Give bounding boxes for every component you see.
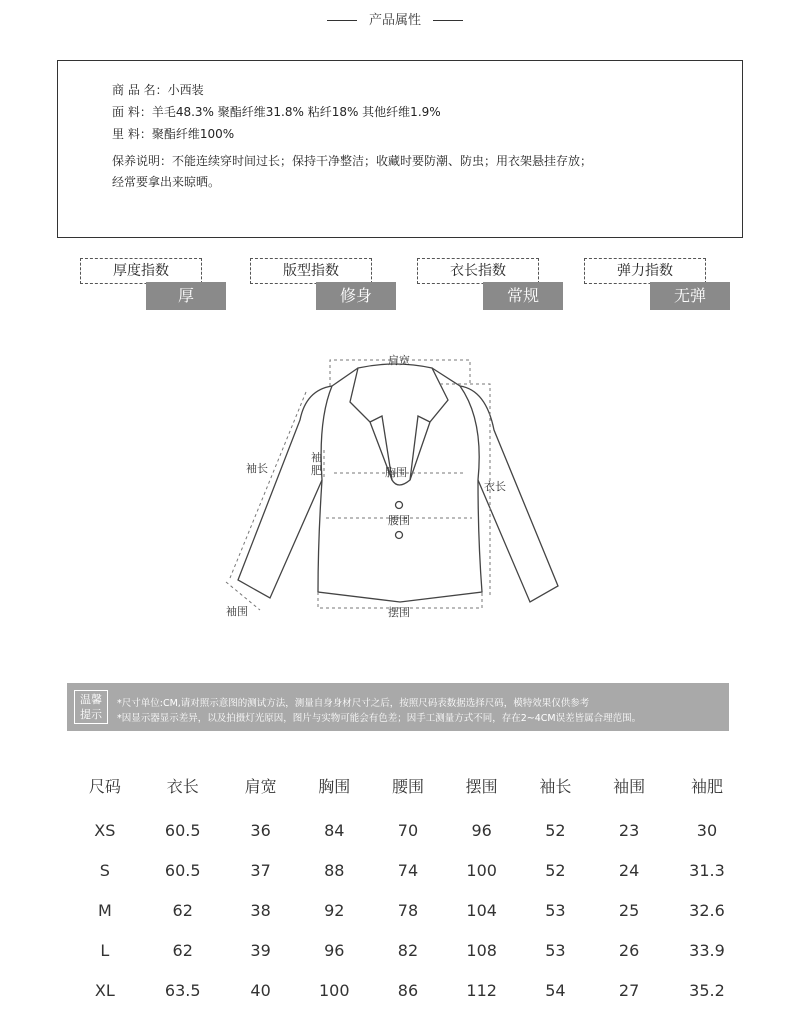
index-fit-value: 修身 (316, 282, 396, 310)
header-waist: 腰围 (391, 776, 424, 796)
tips-line-2: *因显示器显示差异，以及拍摄灯光原因，图片与实物可能会有色差；因手工测量方式不同，存在2~4CM误差皆属合理范围。 (117, 713, 642, 724)
cell: 60.5 (164, 820, 201, 840)
cell: 74 (397, 860, 419, 880)
tips-line-1: *尺寸单位:CM,请对照示意图的测试方法，测量自身身材尺寸之后，按照尺码表数据选择尺码，模特效果仅供参考 (117, 698, 590, 709)
cell: 53 (545, 900, 566, 920)
cell: 54 (545, 980, 566, 1000)
section-title-text: 产品属性 (368, 13, 421, 28)
label-sleeve-length: 袖长 (246, 462, 268, 475)
label-sleeve-width-2: 肥 (311, 464, 322, 477)
cell: M (97, 900, 112, 920)
cell: 32.6 (689, 900, 725, 920)
table-row (68, 970, 748, 1010)
index-fit-label: 版型指数 (250, 258, 372, 284)
cell: 112 (466, 980, 497, 1000)
cell: 36 (250, 820, 271, 840)
cell: 100 (466, 860, 497, 880)
index-stretch (584, 258, 730, 312)
cell: 84 (324, 820, 345, 840)
cell: 60.5 (164, 860, 201, 880)
attr-lining-value: 聚酯纤维100% (151, 127, 235, 141)
header-chest: 胸围 (318, 776, 351, 796)
label-length: 衣长 (484, 480, 506, 493)
table-row (68, 890, 748, 930)
cell: 26 (618, 940, 640, 960)
tips-banner (67, 683, 729, 731)
cell: 38 (250, 900, 271, 920)
tips-badge (74, 690, 108, 724)
label-sleeve-width-1: 袖 (311, 451, 322, 464)
header-cuff: 袖围 (613, 776, 646, 796)
cell: 82 (397, 940, 419, 960)
cell: 62 (172, 900, 193, 920)
index-fit (250, 258, 396, 312)
cell: S (99, 860, 110, 880)
header-hem: 摆围 (465, 776, 498, 796)
table-row (68, 930, 748, 970)
header-size: 尺码 (88, 776, 121, 796)
cell: 96 (324, 940, 345, 960)
cell: 31.3 (689, 860, 725, 880)
cell: 40 (250, 980, 271, 1000)
index-stretch-value: 无弹 (650, 282, 730, 310)
cell: 92 (324, 900, 345, 920)
title-line-left (327, 20, 357, 21)
tips-badge-text: 温馨 提示 (80, 693, 102, 721)
cell: 52 (545, 860, 566, 880)
header-length: 衣长 (166, 776, 199, 796)
attr-name-row (112, 81, 204, 98)
label-hem: 摆围 (388, 606, 410, 619)
measurement-diagram (0, 330, 790, 630)
attr-lining-row (112, 125, 234, 142)
attr-name-value: 小西装 (167, 83, 204, 97)
label-shoulder: 肩宽 (388, 354, 410, 367)
attr-care-line-2: 经常要拿出来晾晒。 (112, 175, 221, 189)
cell: L (100, 940, 110, 960)
header-sleeve-length: 袖长 (539, 776, 572, 796)
index-length-value: 常规 (483, 282, 563, 310)
size-table (68, 768, 748, 1010)
header-shoulder: 肩宽 (244, 776, 277, 796)
attr-fabric-label: 面 料： (112, 105, 152, 119)
cell: XL (94, 980, 115, 1000)
button-2 (396, 532, 403, 539)
label-chest: 胸围 (385, 466, 407, 479)
cell: XS (94, 820, 116, 840)
cell: 24 (618, 860, 640, 880)
table-row (68, 850, 748, 890)
index-thickness-label: 厚度指数 (80, 258, 202, 284)
attr-lining-label: 里 料： (112, 127, 152, 141)
title-line-right (433, 20, 463, 21)
cell: 62 (172, 940, 193, 960)
attr-fabric-row (112, 103, 441, 120)
section-title (0, 9, 790, 28)
cell: 37 (250, 860, 271, 880)
index-thickness (80, 258, 226, 312)
index-length-label: 衣长指数 (417, 258, 539, 284)
attr-fabric-value: 羊毛48.3% 聚酯纤维31.8% 粘纤18% 其他纤维1.9% (151, 105, 441, 119)
header-sleeve-width: 袖肥 (690, 776, 723, 796)
index-length (417, 258, 563, 312)
cell: 39 (250, 940, 271, 960)
cell: 23 (618, 820, 640, 840)
cell: 96 (471, 820, 492, 840)
attr-name-label: 商 品 名： (112, 83, 168, 97)
size-table-header (68, 768, 748, 802)
attr-care-line-1: 保养说明：不能连续穿时间过长；保持干净整洁；收藏时要防潮、防虫；用衣架悬挂存放； (112, 154, 593, 168)
button-1 (396, 502, 403, 509)
cell: 52 (545, 820, 566, 840)
index-stretch-label: 弹力指数 (584, 258, 706, 284)
cell: 108 (466, 940, 497, 960)
cell: 63.5 (164, 980, 201, 1000)
attributes-box (57, 60, 743, 238)
cell: 70 (397, 820, 419, 840)
cell: 25 (618, 900, 640, 920)
cell: 86 (397, 980, 419, 1000)
cell: 27 (618, 980, 640, 1000)
table-row (68, 810, 748, 850)
cell: 53 (545, 940, 566, 960)
label-waist: 腰围 (388, 514, 410, 527)
jacket-illustration (0, 330, 790, 630)
cell: 33.9 (689, 940, 725, 960)
cell: 78 (397, 900, 419, 920)
label-cuff: 袖围 (226, 605, 248, 618)
cell: 100 (319, 980, 350, 1000)
index-thickness-value: 厚 (146, 282, 226, 310)
cell: 35.2 (689, 980, 725, 1000)
cell: 88 (324, 860, 345, 880)
sleeve-length-measure-line (230, 392, 306, 578)
cell: 30 (696, 820, 718, 840)
cell: 104 (466, 900, 497, 920)
